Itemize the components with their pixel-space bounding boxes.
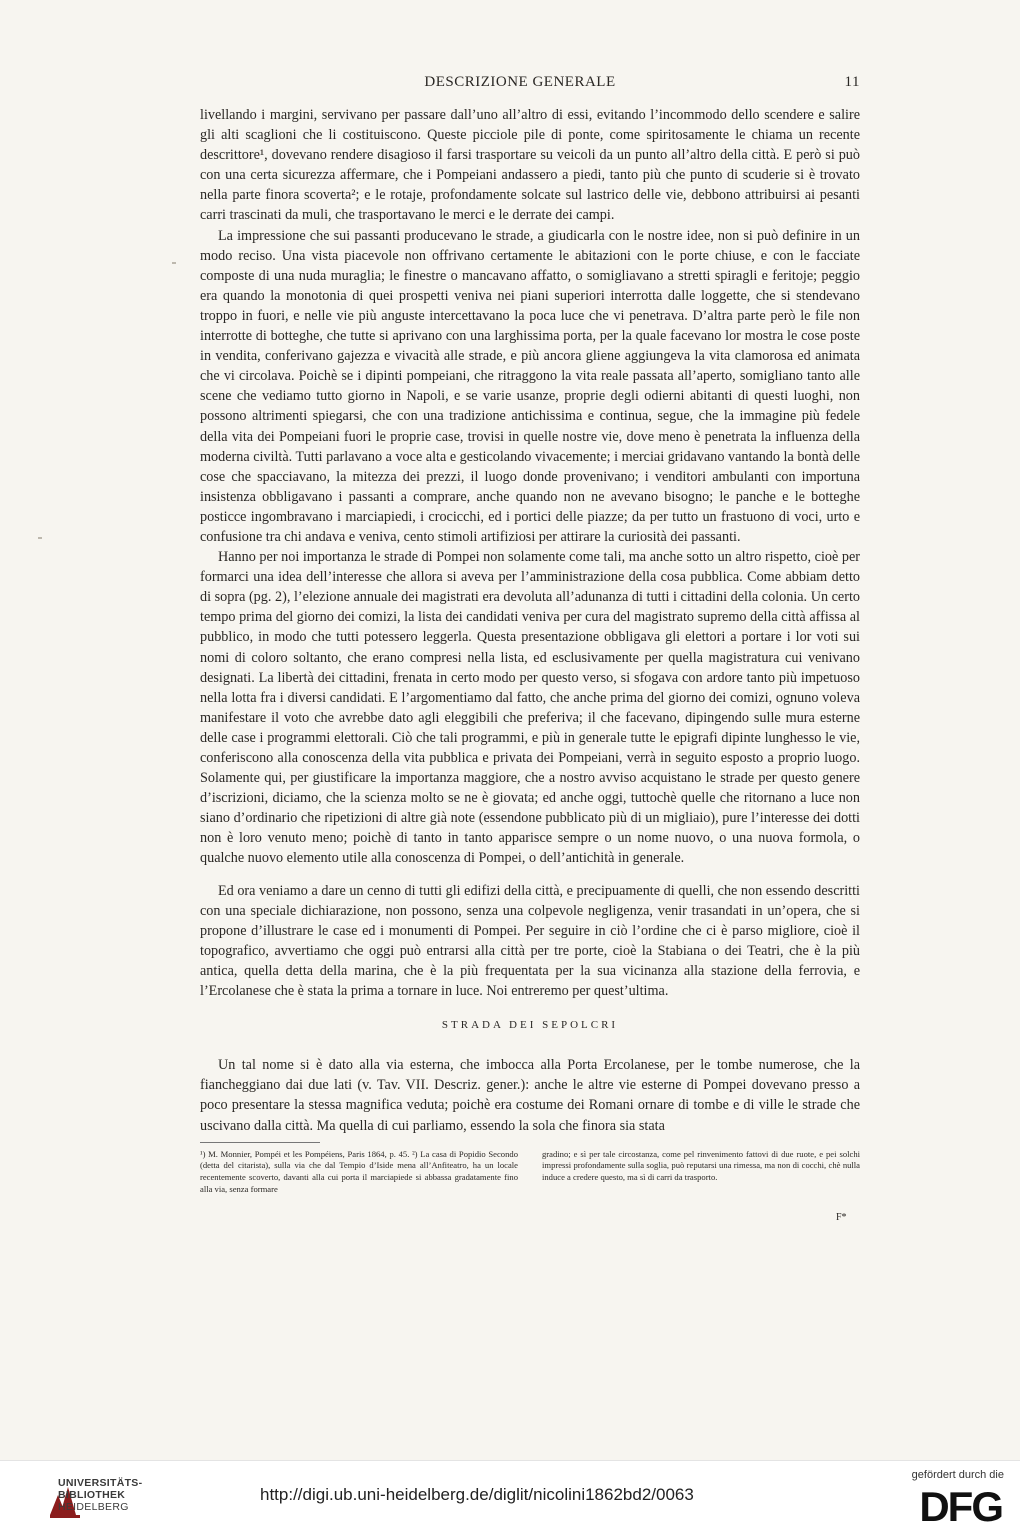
library-line: HEIDELBERG — [58, 1501, 129, 1513]
signature-mark: F* — [836, 1212, 847, 1223]
library-line: UNIVERSITÄTS- — [58, 1477, 143, 1489]
paragraph: Ed ora veniamo a dare un cenno di tutti gli edifizi della città, e precipuamente di quelli, che non essendo descritti con una speciale dichiarazione, non possono, senza una colpevole negligenza, venir trasandati in un’opera, che si propone d’illustrare le case ed i monumenti di Pompei. Per seguire in ciò l’ordine che ci è parso migliore, cioè il topografico, avvertiamo che oggi può entrarsi alla città per tre porte, cioè la Stabiana o dei Teatri, che è la più antica, quella detta della marina, che è la più frequentata per la sua vicinanza alla stazione della ferrovia, e l’Ercolanese che è stata la prima a tornare in luce. Noi entreremo per quest’ultima. — [200, 882, 860, 1000]
library-name — [58, 1477, 142, 1513]
page-speck — [172, 262, 176, 264]
dfg-logo: DFG — [919, 1483, 1002, 1530]
library-line: BIBLIOTHEK — [58, 1489, 126, 1501]
paragraph: Hanno per noi importanza le strade di Pompei non solamente come tali, ma anche sotto un altro rispetto, cioè per formarci una idea dell’interesse che allora si aveva per l’amministrazione della cosa pubblica. Come abbiam detto di sopra (pg. 2), l’elezione annuale dei magistrati era devoluta all’adunanza di tutti i cittadini della colonia. Un certo tempo prima del giorno dei comizi, la lista dei candidati veniva per cura del magistrato supremo della città affissa al pubblico, in modo che tutti potessero leggerla. Questa presentazione obbligava gli elettori a portare i lor voti sui nomi di coloro soltanto, che erano compresi nella lista, ed esclusivamente per quella magistratura cui venivano designati. La libertà dei cittadini, frenata in certo modo per questo verso, si sfogava con ardore tanto più impetuoso nella lotta fra i diversi candidati. E l’argomentiamo dal fatto, che anche prima del giorno dei comizi, ognuno voleva manifestare il voto che avrebbe dato agli eleggibili che preferiva; il che facevano, dipingendo sulle mura esterne delle case i programmi elettorali. Ciò che tali programmi, e più in generale tutte le epigrafi dipinte lunghesso le vie, conferiscono alla conoscenza della vita pubblica e privata dei Pompeiani, verrà in seguito esposto a proprio luogo. Solamente qui, per giustificare la importanza maggiore, che a nostro avviso acquistano le strade per questo genere d’iscrizioni, diciamo, che la scienza molto se ne è giovata; ed anche oggi, tuttochè quelle che ritornano a luce non siano d’ordinario che ripetizioni di altre già note (essendone pubblicato più di un migliaio), pure l’interesse dei dotti non è loro venuto meno; poichè di tanto in tanto apparisce sempre o un nome nuovo, o una nuova formola, o qualche nuovo elemento utile alla conoscenza di Pompei, o dell’antichità in generale. — [200, 549, 860, 867]
footnote-column-left: ¹) M. Monnier, Pompéi et les Pompéiens, Paris 1864, p. 45. ²) La casa di Popidio Secondo (detta del citarista), sulla via che dal Tempio d’Iside mena all’Anfiteatro, ha un locale recentemente scoverto, davanti alla cui porta il marciapiede si abbassa gradatamente fino alla via, senza formare — [200, 1148, 518, 1194]
paragraph: La impressione che sui passanti producevano le strade, a giudicarla con le nostre idee, non si può definire in un modo reciso. Una vista piacevole non offrivano certamente le abitazioni con le porte chiuse, e con le facciate composte di una nuda muraglia; le finestre o mancavano affatto, o somigliavano a stretti spiragli e feritoje; peggio era quando la monotonia di quei prospetti veniva nei piani superiori interrotta dalle loggette, che si stendevano troppo in fuori, e nelle vie più anguste intercettavano la poca luce che vi penetrava. D’altra parte però le file non interrotte di botteghe, che tutte si aprivano con una larghissima porta, per la quale facevano lor mostra le cose poste in vendita, conferivano gajezza e vivacità alle strade, e più ancora gliene aggiungeva la vita clamorosa ed animata che vi circolava. Poichè se i dipinti pompeiani, che ritraggono la vita reale passata all’aperto, somigliano tanto alle scene che vediamo tutto giorno in Napoli, e se varie usanze, proprie degli odierni abitanti di questi luoghi, non possono altrimenti spiegarsi, che con una tradizione antichissima e continua, segue, che la immagine più fedele della vita dei Pompeiani fuori le proprie case, trovisi in quelle nostre vie, dove meno è penetrata la influenza della moderna civiltà. Tutti parlavano a voce alta e gesticolando vivacemente; i merciai gridavano vantando la bontà delle cose che spacciavano, la mitezza dei prezzi, il luogo donde provenivano; i venditori ambulanti con importuna insistenza obbligavano i passanti a comprare, anche quando non ne avevano bisogno; le panche e le botteghe posticce ingombravano i marciapiedi, i crocicchi, ed i portici delle piazze; da per tutto un frastuono di voci, urto e confusione tra chi andava e veniva, cento stimoli artifiziosi per attirare la curiosità dei passanti. — [200, 227, 860, 545]
footer-bar — [0, 1460, 1020, 1539]
running-head-title: DESCRIZIONE GENERALE — [424, 74, 616, 90]
permalink-url[interactable]: http://digi.ub.uni-heidelberg.de/diglit/nicolini1862bd2/0063 — [260, 1485, 694, 1504]
sponsor-text: gefördert durch die — [911, 1469, 1004, 1481]
section-title: STRADA DEI SEPOLCRI — [441, 1019, 619, 1032]
page-speck — [38, 537, 42, 539]
paragraph: Un tal nome si è dato alla via esterna, che imbocca alla Porta Ercolanese, per le tombe numerose, che la fiancheggiano dai due lati (v. Tav. VII. Descriz. gener.): anche le altre vie esterne di Pompei dovevano presso a poco presentare la stessa magnifica veduta; poichè era costume dei Romani ornare di tombe e di ville le strade che uscivano dalla città. Ma quella di cui parliamo, essendo la sola che finora sia stata — [200, 1057, 860, 1134]
footnote-rule — [200, 1142, 320, 1143]
footnote-column-right: gradino; e sì per tale circostanza, come pel rinvenimento fattovi di due ruote, e pei solchi impressi profondamente sulla soglia, può reputarsi una rimessa, ma non di cocchi, chè nulla induce a credere questo, ma sì di carri da trasporto. — [542, 1148, 860, 1183]
page-number: 11 — [844, 74, 860, 90]
footnotes — [200, 1149, 860, 1196]
paragraph: livellando i margini, servivano per passare dall’uno all’altro di essi, evitando l’incommodo dello scendere e salire gli alti scaglioni che li costituiscono. Queste picciole pile di ponte, come spiritosamente le chiama un recente descrittore¹, dovevano rendere disagioso il farsi trasportare su veicoli da un punto all’altro della città. E però si può con una certa sicurezza affermare, che i Pompeiani andassero a piedi, tanto più che punto di scuderie si è trovato nella parte finora scoverta²; e le rotaje, profondamente solcate sul lastrico delle vie, debbono attribuirsi ai pesanti carri trascinati da muli, che trasportavano le merci e le derrate dei campi. — [200, 107, 860, 224]
body-text — [200, 105, 860, 1196]
